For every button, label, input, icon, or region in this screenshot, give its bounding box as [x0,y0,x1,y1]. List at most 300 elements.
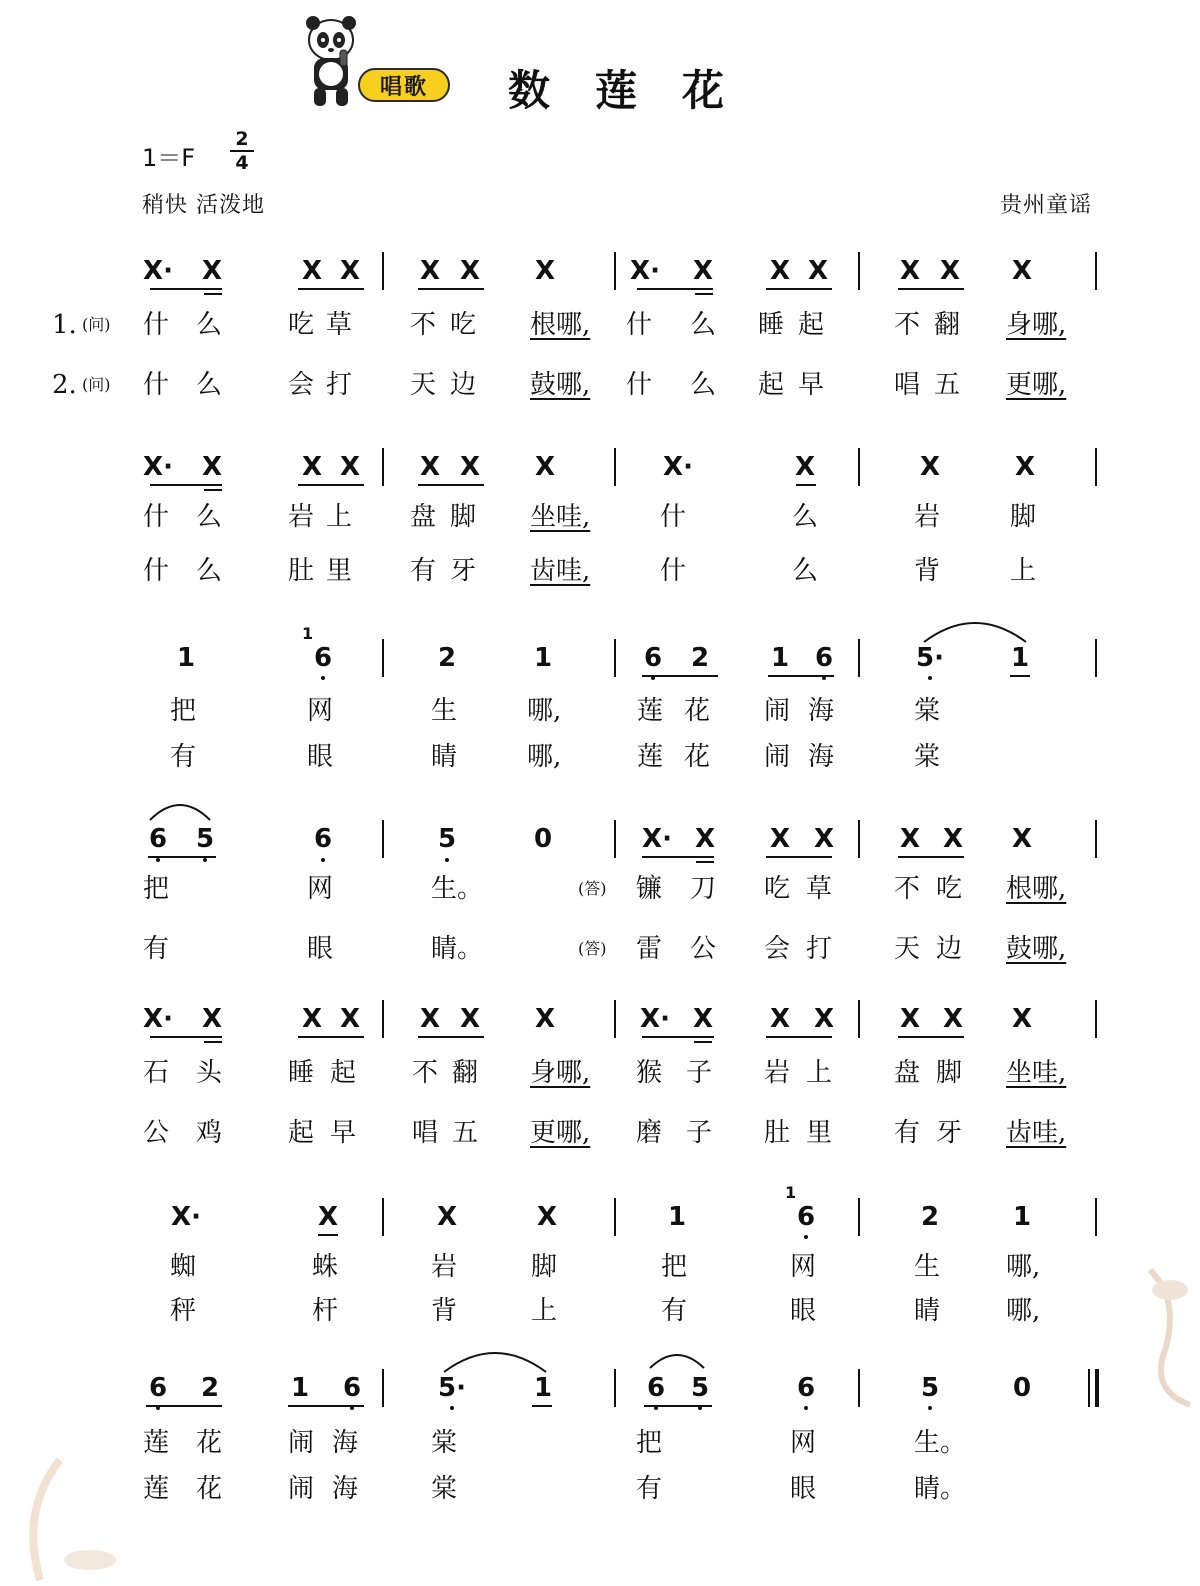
lyric-verse1: 什 [626,310,653,340]
beam-underline [637,288,713,290]
ask-label: (问) [82,315,111,334]
note: X [534,1004,556,1034]
lyric-verse1: 上 [806,1058,833,1088]
beam-underline [150,288,222,290]
beam-underline [150,484,222,486]
lyric-verse2: 棠 [914,742,941,772]
lyric-verse1: 不 [894,310,921,340]
lyric-verse2: 公 [143,1118,170,1148]
note: 1 [533,1373,553,1403]
row1-barline [382,252,384,290]
note: X· [630,256,660,286]
lyric-verse1: 坐哇, [1006,1058,1067,1088]
note: 6 [313,643,333,673]
lyric-verse2: 海 [332,1474,359,1504]
lyric-verse1: 身哪, [530,1058,591,1088]
lyric-verse2: 里 [326,556,353,586]
note: X [459,256,481,286]
note: 1 [770,643,790,673]
note: 6 [148,824,168,854]
lyric-verse2: 秤 [170,1296,197,1326]
lyric-verse1: 脚 [531,1252,558,1282]
lyric-verse2: 鼓哪, [530,370,591,400]
note: X· [143,1004,173,1034]
beam-underline [766,1036,832,1038]
row5-barline [614,1000,616,1038]
row6-barline [1095,1198,1097,1236]
lyric-verse2: 早 [330,1118,357,1148]
lyric-verse2: 边 [936,934,963,964]
final-barline [1088,1369,1090,1407]
lyric-verse2: 有 [170,742,197,772]
row6-barline [382,1198,384,1236]
beam-underline [418,288,484,290]
lyric-verse2: 起 [758,370,785,400]
beam-underline [766,288,832,290]
lyric-verse2: 棠 [431,1474,458,1504]
row5-barline [382,1000,384,1038]
lyric-verse2: 有 [410,556,437,586]
final-barline [1095,1369,1099,1407]
lyric-verse1: 棠 [914,696,941,726]
note: X [301,1004,323,1034]
lyric-verse1: 岩 [914,502,941,532]
lyric-verse2: 上 [531,1296,558,1326]
row1-barline [1095,252,1097,290]
lyric-verse1: 么 [196,502,223,532]
beam-underline [644,1405,712,1407]
lyric-verse1: 翻 [934,310,961,340]
lyric-verse1: 网 [790,1252,817,1282]
note: X [301,452,323,482]
song-title: 数莲花 [508,66,770,115]
note: 6 [643,643,663,673]
slur-tie [442,1350,548,1374]
lyric-verse1: 什 [660,502,687,532]
note: 5· [438,1373,466,1403]
lyric-verse2: 莲 [143,1474,170,1504]
lyric-verse1: 么 [792,502,819,532]
note: X [942,824,964,854]
lyric-verse2: 牙 [450,556,477,586]
lyric-verse1: 子 [686,1058,713,1088]
lyric-verse1: 莲 [637,696,664,726]
note: X [694,824,716,854]
note: X [939,256,961,286]
lyric-verse1: 上 [326,502,353,532]
lyric-verse1: 头 [196,1058,223,1088]
lyric-verse1: 哪, [1006,1252,1041,1282]
beam-underline [532,1405,552,1407]
beam-underline [146,1405,222,1407]
beam-underline [642,856,714,858]
beam-underline [1010,675,1030,677]
lyric-verse2: 齿哇, [530,556,591,586]
lyric-verse2: 杆 [312,1296,339,1326]
lyric-verse2: 么 [792,556,819,586]
note: X [794,452,816,482]
octave-dot [804,1235,808,1239]
note: X· [143,452,173,482]
note: X [769,1004,791,1034]
lyric-verse1: 脚 [936,1058,963,1088]
beam-underline [204,1041,222,1043]
beam-underline [148,856,216,858]
octave-dot [804,1406,808,1410]
note: X [942,1004,964,1034]
slur-tie [148,802,212,822]
note: X [419,452,441,482]
row3-barline [614,639,616,677]
note: X [436,1202,458,1232]
lyric-verse2: 磨 [636,1118,663,1148]
note: 6 [814,643,834,673]
beam-underline [642,675,718,677]
note: X· [640,1004,670,1034]
lyric-verse2: 眼 [307,742,334,772]
lyric-verse2: 天 [410,370,437,400]
lyric-verse2: 子 [686,1118,713,1148]
lyric-verse1: 网 [307,874,334,904]
lyric-verse1: 生。 [914,1428,967,1458]
lyric-verse2: 有 [661,1296,688,1326]
lyric-verse1: 海 [332,1428,359,1458]
lyric-verse2: 牙 [936,1118,963,1148]
lyric-verse1: 花 [684,696,711,726]
lyric-verse1: 起 [330,1058,357,1088]
lyric-verse1: 生 [914,1252,941,1282]
note: 1 [176,643,196,673]
row5-barline [1095,1000,1097,1038]
panda-mascot-icon [300,10,362,108]
time-signature-top: 2 [235,128,249,150]
beam-underline [898,1036,964,1038]
beam-underline [150,1036,222,1038]
lyric-verse1: 蜘 [170,1252,197,1282]
row3-barline [382,639,384,677]
lyric-verse1: 生 [431,696,458,726]
row4-barline [382,820,384,858]
lyric-verse2: 什 [143,556,170,586]
row7-barline [382,1369,384,1407]
note: X [534,452,556,482]
lyric-verse1: 不 [410,310,437,340]
lyric-verse1: 根哪, [530,310,591,340]
lyric-verse2: 起 [288,1118,315,1148]
row3-barline [1095,639,1097,677]
octave-dot [450,1406,454,1410]
lyric-verse1: 海 [808,696,835,726]
note: 1 [1010,643,1030,673]
note: X· [143,256,173,286]
beam-underline [766,856,832,858]
slur-tie [922,620,1028,644]
note: X [899,1004,921,1034]
beam-underline [898,288,964,290]
beam-underline [695,293,713,295]
note: 1 [290,1373,310,1403]
lyric-verse1: 身哪, [1006,310,1067,340]
note: X [692,1004,714,1034]
lyric-verse1: 什 [143,310,170,340]
row4-barline [614,820,616,858]
note: 6 [313,824,333,854]
lyric-verse2: 哪, [527,742,562,772]
lyric-verse1: 生。 [431,874,484,904]
beam-underline [694,1041,712,1043]
note: 2 [200,1373,220,1403]
note: X [813,824,835,854]
note: X· [642,824,672,854]
lyric-verse2: 有 [636,1474,663,1504]
note: X [459,1004,481,1034]
row1-barline [614,252,616,290]
note: X [419,1004,441,1034]
lyric-verse1: 镰 [636,874,663,904]
lyric-verse1: 刀 [690,874,717,904]
note: X [1014,452,1036,482]
note: 6 [796,1202,816,1232]
row7-barline [614,1369,616,1407]
note: X [919,452,941,482]
lyric-verse1: 起 [798,310,825,340]
lyric-verse1: 睡 [758,310,785,340]
lyric-verse2: 什 [660,556,687,586]
octave-dot [321,858,325,862]
lyric-verse2: 眼 [790,1296,817,1326]
lyric-verse1: 莲 [143,1428,170,1458]
note: X [1011,256,1033,286]
note: X [807,256,829,286]
lyric-verse1: 哪, [527,696,562,726]
lyric-verse1: 石 [143,1058,170,1088]
lyric-verse1: 网 [307,696,334,726]
lyric-verse2: 花 [196,1474,223,1504]
octave-dot [203,858,207,862]
lyric-verse1: 吃 [450,310,477,340]
lyric-verse1: 棠 [431,1428,458,1458]
lyric-verse1: 不 [894,874,921,904]
beam-underline [204,489,222,491]
note: X [339,256,361,286]
note: 6 [646,1373,666,1403]
lyric-verse1: 脚 [450,502,477,532]
note: X [201,256,223,286]
note: 5 [920,1373,940,1403]
beam-underline [898,856,964,858]
note: 2 [920,1202,940,1232]
row5-barline [858,1000,860,1038]
lyric-verse2: 唱 [894,370,921,400]
note: X [1011,824,1033,854]
flower-decoration-icon [1110,1250,1200,1410]
lyric-verse2: 会 [764,934,791,964]
note: 1 [533,643,553,673]
lyric-verse1: 么 [690,310,717,340]
lyric-verse2: 更哪, [1006,370,1067,400]
note: X [813,1004,835,1034]
grace-note: 1 [302,624,314,643]
lyric-verse2: 唱 [412,1118,439,1148]
lyric-verse2: 五 [452,1118,479,1148]
lyric-verse1: 闹 [288,1428,315,1458]
row2-barline [1095,448,1097,486]
lyric-verse2: 花 [684,742,711,772]
lyric-verse1: 根哪, [1006,874,1067,904]
lyric-verse2: 鸡 [196,1118,223,1148]
note: X [339,452,361,482]
note: X [899,256,921,286]
lyric-verse2: 会 [288,370,315,400]
lyric-verse1: 闹 [764,696,791,726]
key-signature: 1＝F [142,144,196,172]
grace-note: 1 [785,1183,797,1202]
lyric-verse2: 背 [914,556,941,586]
beam-underline [768,675,834,677]
note: X· [171,1202,201,1232]
note: X [769,256,791,286]
song-type-badge: 唱歌 [358,68,450,102]
beam-underline [318,1234,338,1236]
lyric-verse2: 海 [808,742,835,772]
note: 1 [667,1202,687,1232]
lyric-verse1: 吃 [936,874,963,904]
octave-dot [928,1406,932,1410]
lyric-verse1: 把 [170,696,197,726]
petal-decoration-icon [0,1440,130,1586]
lyric-verse2: 公 [690,934,717,964]
beam-underline [696,861,714,863]
lyric-verse1: 么 [196,310,223,340]
lyric-verse1: 把 [636,1428,663,1458]
lyric-verse2: 有 [143,934,170,964]
lyric-verse1: 猴 [636,1058,663,1088]
note: X [201,452,223,482]
lyric-verse2: 打 [806,934,833,964]
octave-dot [156,858,160,862]
note: 2 [437,643,457,673]
lyric-verse1: 吃 [764,874,791,904]
row6-barline [614,1198,616,1236]
lyric-verse1: 什 [143,502,170,532]
note: X [534,256,556,286]
lyric-verse1: 岩 [764,1058,791,1088]
note: 5 [690,1373,710,1403]
note: X [899,824,921,854]
time-signature [228,128,256,174]
lyric-verse2: 么 [690,370,717,400]
lyric-verse2: 鼓哪, [1006,934,1067,964]
lyric-verse2: 背 [431,1296,458,1326]
lyric-verse1: 岩 [431,1252,458,1282]
beam-underline [288,1405,364,1407]
ask-label: (问) [82,375,111,394]
lyric-verse2: 哪, [1006,1296,1041,1326]
octave-dot [321,676,325,680]
row2-barline [858,448,860,486]
lyric-verse1: 脚 [1010,502,1037,532]
lyric-verse1: 吃 [288,310,315,340]
lyric-verse1: 把 [661,1252,688,1282]
lyric-verse2: 眼 [790,1474,817,1504]
lyric-verse2: 么 [196,556,223,586]
note: 5· [916,643,944,673]
lyric-verse2: 睛 [914,1296,941,1326]
row1-barline [858,252,860,290]
lyric-verse1: 盘 [894,1058,921,1088]
lyric-verse2: 边 [450,370,477,400]
answer-label: (答) [578,879,607,898]
lyric-verse2: 眼 [307,934,334,964]
lyric-verse2: 么 [196,370,223,400]
lyric-verse1: 把 [143,874,170,904]
lyric-verse1: 盘 [410,502,437,532]
note: X [201,1004,223,1034]
note: X [339,1004,361,1034]
note: 6 [342,1373,362,1403]
row7-barline [858,1369,860,1407]
slur-tie [648,1352,706,1370]
note: X [419,256,441,286]
lyric-verse2: 肚 [764,1118,791,1148]
lyric-verse2: 睛 [431,742,458,772]
lyric-verse2: 有 [894,1118,921,1148]
octave-dot [445,858,449,862]
beam-underline [642,1036,714,1038]
lyric-verse2: 闹 [764,742,791,772]
lyric-verse2: 雷 [636,934,663,964]
lyric-verse2: 里 [806,1118,833,1148]
octave-dot [928,676,932,680]
lyric-verse2: 上 [1010,556,1037,586]
beam-underline [298,1036,364,1038]
note: X [301,256,323,286]
note: 5 [195,824,215,854]
lyric-verse2: 莲 [637,742,664,772]
note: X [459,452,481,482]
answer-label: (答) [578,939,607,958]
lyric-verse2: 天 [894,934,921,964]
beam-underline [298,484,364,486]
note: 5 [437,824,457,854]
tempo-marking: 稍快 活泼地 [142,193,265,218]
lyric-verse1: 网 [790,1428,817,1458]
lyric-verse2: 睛。 [914,1474,967,1504]
note: X [536,1202,558,1232]
lyric-verse2: 早 [798,370,825,400]
beam-underline [418,1036,484,1038]
row2-barline [614,448,616,486]
lyric-verse2: 什 [143,370,170,400]
row3-barline [858,639,860,677]
note: X· [663,452,693,482]
lyric-verse2: 什 [626,370,653,400]
row6-barline [858,1198,860,1236]
note: X [317,1202,339,1232]
lyric-verse2: 闹 [288,1474,315,1504]
lyric-verse1: 蛛 [312,1252,339,1282]
row2-barline [382,448,384,486]
note: 0 [533,824,553,854]
beam-underline [204,293,222,295]
lyric-verse1: 花 [196,1428,223,1458]
lyric-verse1: 草 [806,874,833,904]
lyric-verse2: 更哪, [530,1118,591,1148]
verse-number-1: 1. [52,310,77,340]
note: 0 [1012,1373,1032,1403]
verse-number-2: 2. [52,370,77,400]
lyric-verse1: 不 [412,1058,439,1088]
